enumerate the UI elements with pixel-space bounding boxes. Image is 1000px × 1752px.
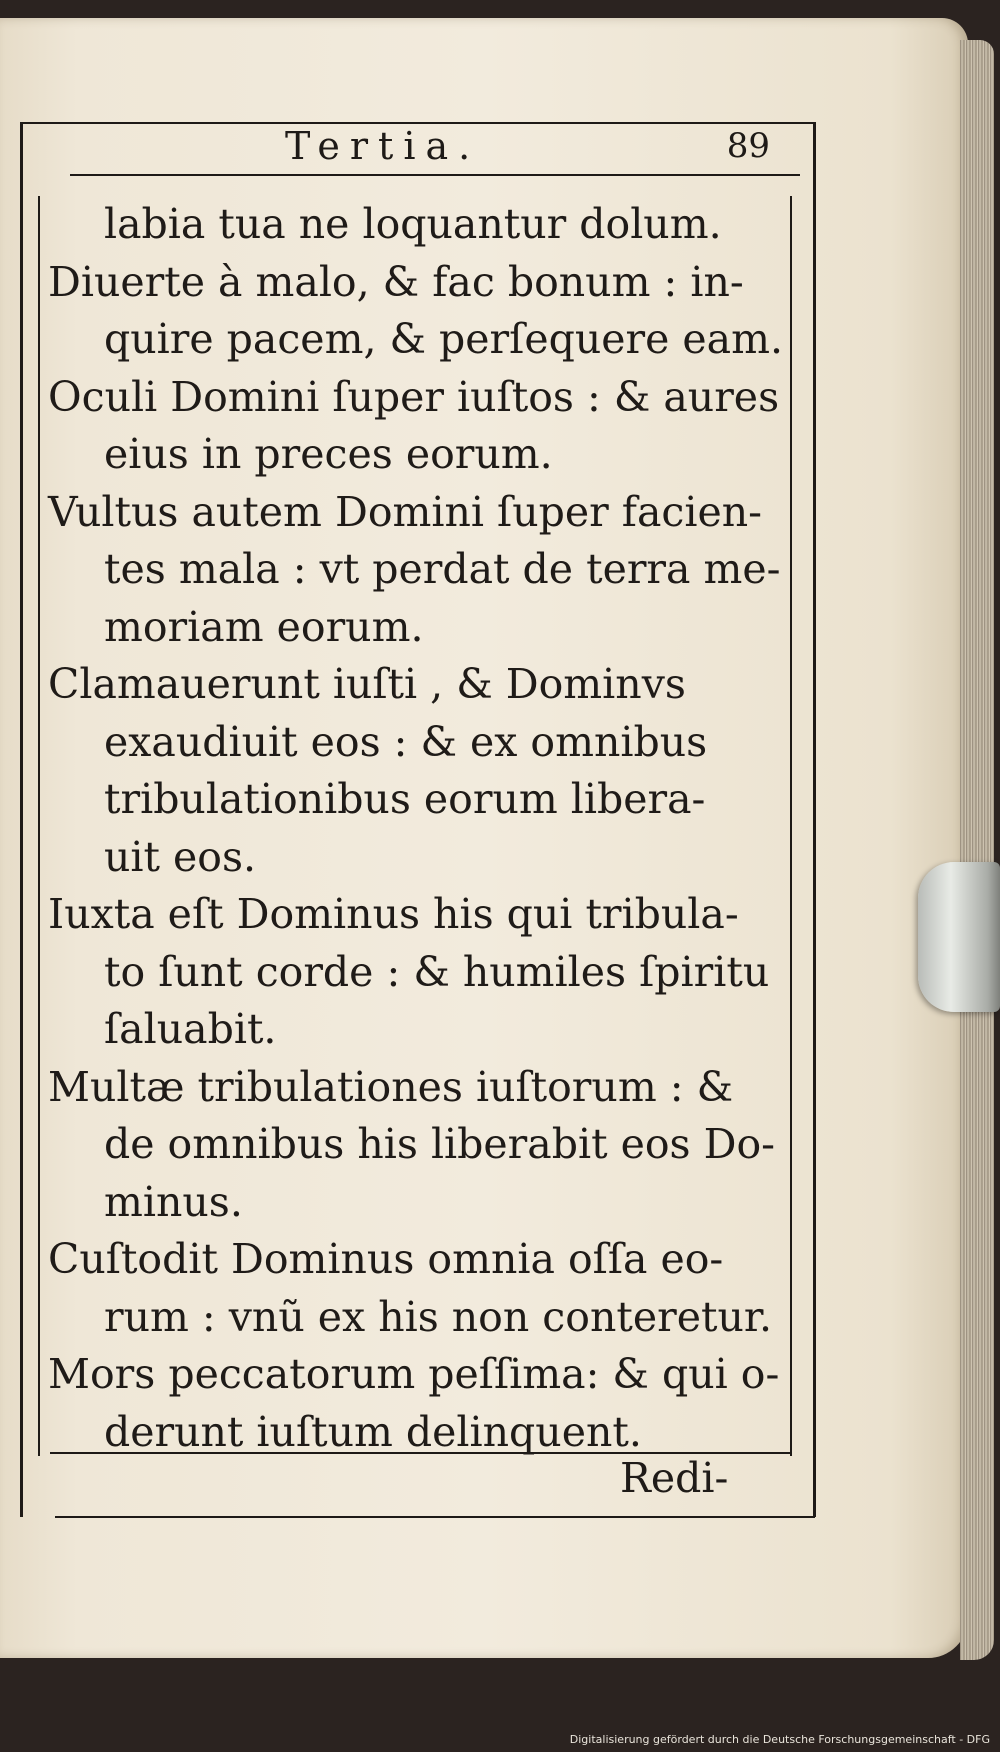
inner-right-rule [790, 196, 792, 1456]
text-line: eius in preces eorum. [104, 430, 553, 478]
bottom-rule [55, 1516, 815, 1518]
text-line: Iuxta eſt Dominus his qui tribula- [48, 890, 739, 938]
text-line: exaudiuit eos : & ex omnibus [104, 717, 708, 766]
text-line: Clamauerunt iuſti , & Dominvs [48, 660, 686, 708]
text-line: Vultus autem Domini ſuper facien- [48, 487, 762, 536]
text-line: rum : vnũ ex his non conteretur. [104, 1292, 772, 1341]
text-line: Oculi Domini ſuper iuſtos : & aures [48, 372, 780, 421]
text-line: to ſunt corde : & humiles ſpiritu [104, 947, 770, 996]
text-line: moriam eorum. [104, 602, 424, 651]
page-number: 89 [726, 126, 770, 166]
text-line: tes mala : vt perdat de terra me- [104, 545, 781, 593]
psalm-text [48, 196, 788, 1461]
running-title: Tertia. [285, 124, 481, 168]
text-line: derunt iuſtum delinquent. [104, 1407, 642, 1456]
digitization-credit: Digitalisierung gefördert durch die Deutsche Forschungsgemeinschaft - DFG [569, 1733, 990, 1746]
text-line: tribulationibus eorum libera- [104, 775, 706, 823]
text-line: minus. [104, 1177, 243, 1226]
text-line: Mors peccatorum peſſima: & qui o- [48, 1350, 780, 1398]
text-line: uit eos. [104, 832, 257, 881]
catchword: Redi- [620, 1454, 729, 1502]
page-header [70, 122, 770, 174]
metal-clasp [918, 862, 1000, 1012]
text-line: Cuſtodit Dominus omnia oſſa eo- [48, 1235, 724, 1283]
text-line: ſaluabit. [104, 1005, 277, 1053]
page-edges [960, 40, 994, 1660]
text-line: Multæ tribulationes iuſtorum : & [48, 1062, 734, 1111]
text-line: de omnibus his liberabit eos Do- [104, 1120, 776, 1168]
text-line: quire pacem, & perſequere eam. [104, 315, 784, 363]
text-line: labia tua ne loquantur dolum. [104, 200, 722, 248]
header-rule [70, 174, 800, 176]
text-line: Diuerte à malo, & fac bonum : in- [48, 257, 744, 306]
inner-left-rule [38, 196, 40, 1456]
